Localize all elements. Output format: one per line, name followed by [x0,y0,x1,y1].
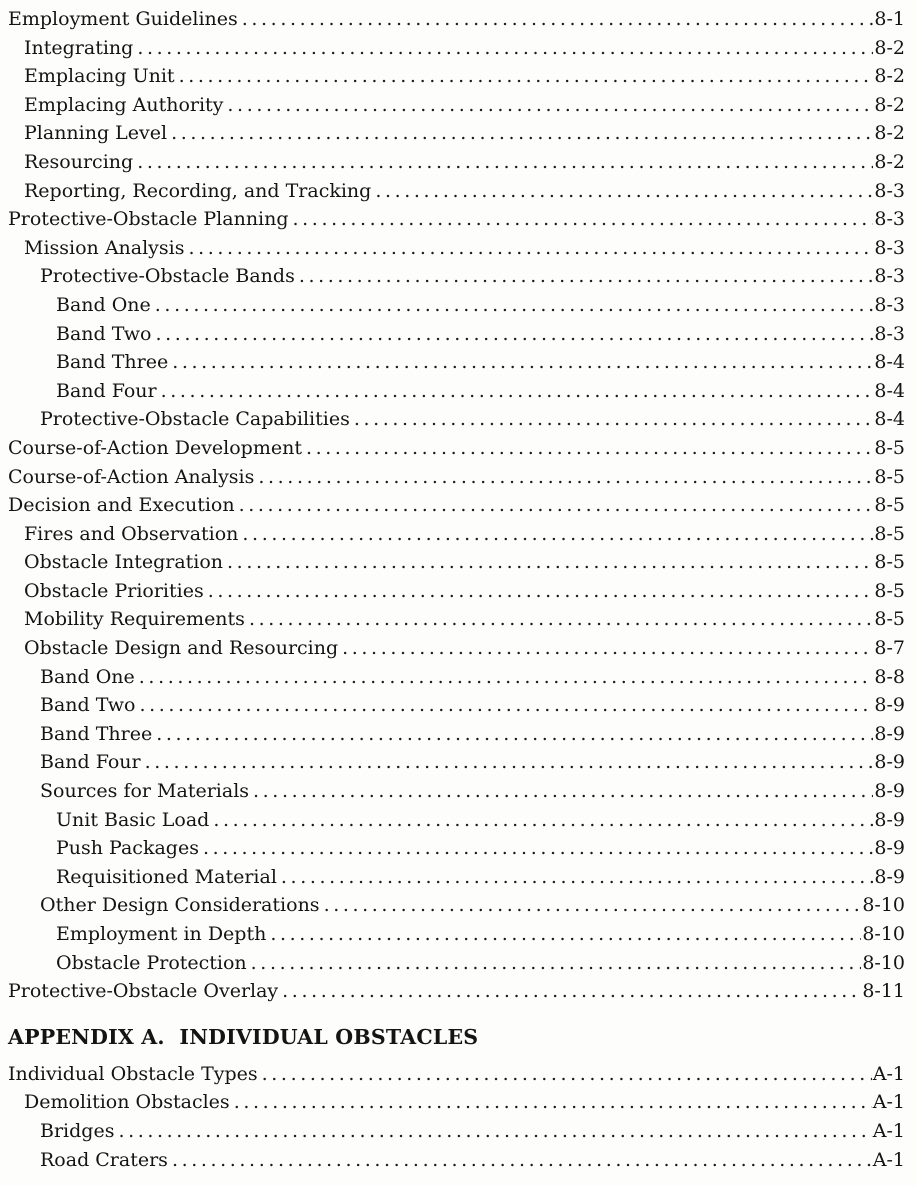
toc-entry [8,949,905,978]
toc-page-number: 8-5 [874,465,905,488]
toc-entry [8,548,905,577]
toc-entry [8,377,905,406]
toc-entry-label: Protective-Obstacle Overlay [8,980,279,1003]
toc-entry [8,834,905,863]
toc-dot-leader [135,691,873,720]
toc-dot-leader [235,491,874,520]
toc-entry-label: Protective-Obstacle Capabilities [40,408,350,431]
toc-entry-label: Requisitioned Material [56,865,277,888]
toc-list [8,5,905,1006]
toc-page-number: 8-11 [862,980,905,1003]
toc-entry-label: Band Four [56,379,157,402]
toc-entry-label: Band One [56,293,151,316]
toc-page-number: A-1 [872,1148,905,1171]
toc-dot-leader [254,463,873,492]
toc-entry-label: Employment Guidelines [8,8,238,30]
toc-page-number: 8-10 [862,894,905,917]
toc-page-number: A-1 [872,1119,905,1142]
toc-page-number: 8-9 [874,808,905,831]
toc-dot-leader [350,405,874,434]
toc-entry-label: Integrating [24,36,134,59]
toc-entry-label: Fires and Observation [24,522,239,545]
toc-dot-leader [278,977,861,1006]
toc-page-number: 8-10 [862,951,905,974]
toc-entry-label: Course-of-Action Development [8,436,302,459]
toc-entry-label: Protective-Obstacle Planning [8,208,289,231]
toc-entry [8,262,905,291]
toc-page-number: 8-4 [874,408,905,431]
toc-entry [8,720,905,749]
toc-page-number: 8-3 [874,322,905,345]
toc-entry-label: Protective-Obstacle Bands [40,265,295,288]
toc-page-number: 8-5 [874,494,905,517]
toc-page-number: 8-5 [874,551,905,574]
toc-entry [8,148,905,177]
toc-entry-label: Bridges [40,1119,115,1142]
toc-entry-label: Band Four [40,751,141,774]
toc-dot-leader [249,777,873,806]
toc-entry-label: Employment in Depth [56,923,267,945]
toc-entry [8,891,905,920]
toc-dot-leader [168,1146,872,1175]
toc-entry-label: Planning Level [24,122,168,145]
toc-entry-label: Demolition Obstacles [24,1091,230,1114]
toc-page-number: 8-2 [874,36,905,59]
toc-page-number: 8-3 [874,265,905,288]
toc-entry [8,463,905,492]
toc-page-number: 8-1 [874,8,905,30]
toc-dot-leader [295,262,874,291]
toc-entry-label: Road Craters [40,1148,168,1171]
toc-page-number: 8-5 [874,436,905,459]
toc-page-number: A-1 [872,1062,905,1085]
toc-entry-label: Band Three [56,351,169,374]
toc-entry [8,62,905,91]
toc-dot-leader [167,119,873,148]
toc-entry [8,577,905,606]
toc-entry [8,1146,905,1175]
toc-entry-label: Obstacle Protection [56,951,247,974]
toc-page-number: A-1 [872,1091,905,1114]
toc-entry [8,920,905,949]
toc-entry-label: Obstacle Design and Resourcing [24,637,339,660]
toc-dot-leader [245,605,873,634]
toc-dot-leader [185,234,874,263]
toc-entry [8,748,905,777]
toc-dot-leader [223,91,873,120]
toc-dot-leader [168,348,873,377]
toc-dot-leader [258,1060,872,1089]
toc-dot-leader [135,663,874,692]
toc-dot-leader [277,863,873,892]
toc-entry [8,405,905,434]
toc-page-number: 8-3 [874,179,905,202]
toc-dot-leader [230,1088,872,1117]
toc-entry [8,863,905,892]
toc-dot-leader [151,291,874,320]
toc-page-number: 8-3 [874,208,905,231]
toc-dot-leader [371,177,873,206]
toc-entry-label: Decision and Execution [8,494,235,517]
toc-entry [8,1088,905,1117]
toc-page-number: 8-3 [874,236,905,259]
toc-dot-leader [320,891,862,920]
toc-page-number: 8-4 [874,379,905,402]
toc-dot-leader [266,920,861,949]
toc-page-number: 8-7 [874,637,905,660]
toc-page-number: 8-2 [874,65,905,88]
toc-dot-leader [302,434,873,463]
toc-entry-label: Reporting, Recording, and Tracking [24,179,372,202]
toc-page-number: 8-5 [874,608,905,631]
toc-entry [8,434,905,463]
toc-entry-label: Other Design Considerations [40,894,320,917]
toc-entry-label: Resourcing [24,150,134,173]
toc-entry [8,119,905,148]
toc-dot-leader [209,806,873,835]
toc-entry-label: Emplacing Authority [24,93,224,116]
toc-entry-label: Obstacle Priorities [24,579,204,602]
toc-dot-leader [238,520,873,549]
toc-dot-leader [133,148,873,177]
toc-entry [8,491,905,520]
toc-dot-leader [338,634,873,663]
toc-dot-leader [141,748,874,777]
toc-dot-leader [114,1117,871,1146]
toc-dot-leader [204,577,874,606]
toc-entry [8,977,905,1006]
toc-entry-label: Emplacing Unit [24,65,175,88]
toc-dot-leader [151,320,873,349]
toc-entry-label: Band Two [56,322,152,345]
toc-dot-leader [223,548,873,577]
toc-page-number: 8-9 [874,780,905,803]
toc-page-number: 8-9 [874,694,905,717]
toc-entry [8,691,905,720]
toc-dot-leader [157,377,874,406]
toc-page-number: 8-9 [874,751,905,774]
toc-entry [8,91,905,120]
toc-page-number: 8-9 [874,865,905,888]
toc-entry [8,205,905,234]
toc-page-number: 8-8 [874,665,905,688]
toc-page-number: 8-2 [874,150,905,173]
appendix-list [8,1060,905,1174]
toc-page-number: 8-3 [874,293,905,316]
toc-entry [8,177,905,206]
toc-entry [8,1117,905,1146]
toc-page-number: 8-4 [874,351,905,374]
toc-entry-label: Course-of-Action Analysis [8,465,255,488]
toc-entry [8,348,905,377]
toc-entry [8,634,905,663]
toc-entry-label: Unit Basic Load [56,808,210,831]
toc-entry-label: Sources for Materials [40,780,250,803]
toc-page-number: 8-9 [874,722,905,745]
toc-page-number: 8-9 [874,837,905,860]
toc-entry-label: Mobility Requirements [24,608,245,631]
appendix-heading: APPENDIX A. INDIVIDUAL OBSTACLES [8,1024,479,1049]
toc-page-number: 8-2 [874,122,905,145]
toc-entry [8,806,905,835]
toc-entry-label: Obstacle Integration [24,551,224,574]
toc-entry-label: Band Two [40,694,136,717]
toc-dot-leader [175,62,874,91]
toc-entry-label: Band One [40,665,135,688]
toc-dot-leader [238,5,874,34]
toc-entry [8,291,905,320]
toc-entry [8,663,905,692]
toc-entry [8,520,905,549]
toc-entry [8,777,905,806]
toc-page-number: 8-2 [874,93,905,116]
toc-entry [8,1060,905,1089]
toc-entry [8,234,905,263]
toc-page-number: 8-5 [874,579,905,602]
toc-entry-label: Band Three [40,722,153,745]
toc-entry [8,605,905,634]
toc-entry-label: Mission Analysis [24,236,185,259]
toc-page-number: 8-5 [874,522,905,545]
toc-entry [8,34,905,63]
toc-entry-label: Push Packages [56,837,199,860]
toc-dot-leader [133,34,873,63]
toc-dot-leader [199,834,873,863]
toc-dot-leader [289,205,874,234]
toc-entry [8,5,905,34]
toc-page-number: 8-10 [862,923,905,945]
toc-entry [8,320,905,349]
toc-dot-leader [247,949,862,978]
toc-dot-leader [152,720,873,749]
toc-entry-label: Individual Obstacle Types [8,1062,258,1085]
